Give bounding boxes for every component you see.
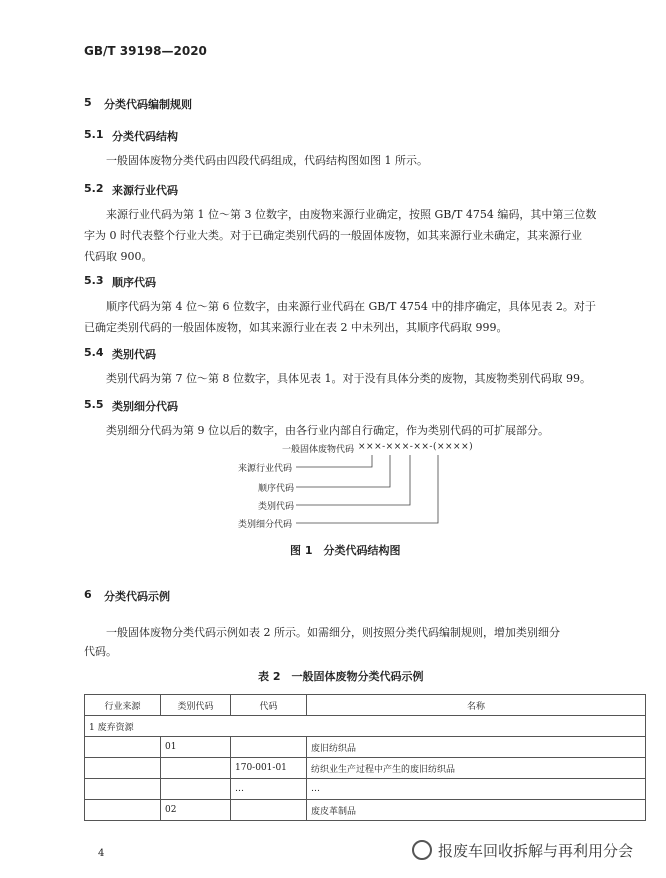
section-5-4-title: 类别代码 — [112, 348, 156, 361]
table-row — [85, 779, 646, 800]
table-row — [85, 758, 646, 779]
cell-name: 废皮革制品 — [307, 800, 646, 821]
figure-label-category: 类别代码 — [258, 502, 295, 512]
section-5-3-title: 顺序代码 — [112, 276, 156, 289]
cell-code: … — [231, 779, 307, 800]
section-5-2-line-3: 代码取 900。 — [84, 250, 153, 263]
cell-code — [231, 800, 307, 821]
section-6-title: 分类代码示例 — [104, 590, 170, 603]
section-5-3-number: 5.3 — [84, 274, 104, 287]
section-6-line-2: 代码。 — [84, 645, 117, 658]
cell-category — [161, 779, 231, 800]
table-header-row — [85, 695, 646, 716]
cell-source — [85, 737, 161, 758]
section-5-3-line-2: 已确定类别代码的一般固体废物，如其来源行业在表 2 中未列出，其顺序代码取 999。 — [84, 321, 508, 334]
watermark-text: 报废车回收拆解与再利用分会 — [438, 842, 634, 860]
section-5-number: 5 — [84, 96, 92, 109]
wechat-logo-icon — [412, 840, 432, 860]
cell-code: 170-001-01 — [231, 758, 307, 779]
header-industry-source: 行业来源 — [85, 695, 161, 716]
section-5-1-text: 一般固体废物分类代码由四段代码组成，代码结构图如图 1 所示。 — [106, 154, 428, 167]
section-5-5-number: 5.5 — [84, 398, 104, 411]
section-5-1-title: 分类代码结构 — [112, 130, 178, 143]
header-code: 代码 — [231, 695, 307, 716]
table-row — [85, 800, 646, 821]
section-5-1-number: 5.1 — [84, 128, 104, 141]
cell-category: 02 — [161, 800, 231, 821]
table-row — [85, 737, 646, 758]
section-5-5-text: 类别细分代码为第 9 位以后的数字，由各行业内部自行确定，作为类别代码的可扩展部分。 — [106, 424, 549, 437]
section-5-title: 分类代码编制规则 — [104, 98, 192, 111]
section-5-2-number: 5.2 — [84, 182, 104, 195]
cell-name: 纺织业生产过程中产生的废旧纺织品 — [307, 758, 646, 779]
standard-number: GB/T 39198—2020 — [84, 44, 207, 58]
section-6-line-1: 一般固体废物分类代码示例如表 2 所示。如需细分，则按照分类代码编制规则，增加类别细分 — [106, 626, 560, 639]
figure-1-caption: 图 1 分类代码结构图 — [290, 544, 401, 557]
figure-code-pattern: ×××-×××-××-(××××) — [358, 442, 474, 452]
table-2 — [84, 694, 646, 821]
table-group-row — [85, 716, 646, 737]
section-5-4-number: 5.4 — [84, 346, 104, 359]
cell-source — [85, 800, 161, 821]
cell-category: 01 — [161, 737, 231, 758]
cell-source — [85, 758, 161, 779]
section-5-2-title: 来源行业代码 — [112, 184, 178, 197]
section-5-4-text: 类别代码为第 7 位～第 8 位数字，具体见表 1。对于没有具体分类的废物，其废物类别代码取 99。 — [106, 372, 591, 385]
page-number: 4 — [98, 848, 105, 859]
figure-label-source-industry: 来源行业代码 — [238, 464, 293, 474]
cell-code — [231, 737, 307, 758]
section-5-3-line-1: 顺序代码为第 4 位～第 6 位数字，由来源行业代码在 GB/T 4754 中的排序确定，具体见表 2。对于 — [106, 300, 596, 313]
watermark — [408, 838, 637, 863]
figure-top-label: 一般固体废物代码 — [282, 445, 355, 455]
cell-source — [85, 779, 161, 800]
section-6-number: 6 — [84, 588, 92, 601]
cell-name: 废旧纺织品 — [307, 737, 646, 758]
cell-category — [161, 758, 231, 779]
header-category-code: 类别代码 — [161, 695, 231, 716]
section-5-2-line-2: 字为 0 时代表整个行业大类。对于已确定类别代码的一般固体废物，如其来源行业未确定，其来源行业 — [84, 229, 582, 242]
figure-label-sequence: 顺序代码 — [258, 484, 295, 494]
section-5-2-line-1: 来源行业代码为第 1 位～第 3 位数字，由废物来源行业确定，按照 GB/T 4754 编码，其中第三位数 — [106, 208, 597, 221]
section-5-5-title: 类别细分代码 — [112, 400, 178, 413]
figure-label-subcategory: 类别细分代码 — [238, 520, 293, 530]
header-name: 名称 — [307, 695, 646, 716]
cell-name: … — [307, 779, 646, 800]
table-2-caption: 表 2 一般固体废物分类代码示例 — [258, 670, 424, 683]
group-label: 1 废弃资源 — [85, 716, 646, 737]
